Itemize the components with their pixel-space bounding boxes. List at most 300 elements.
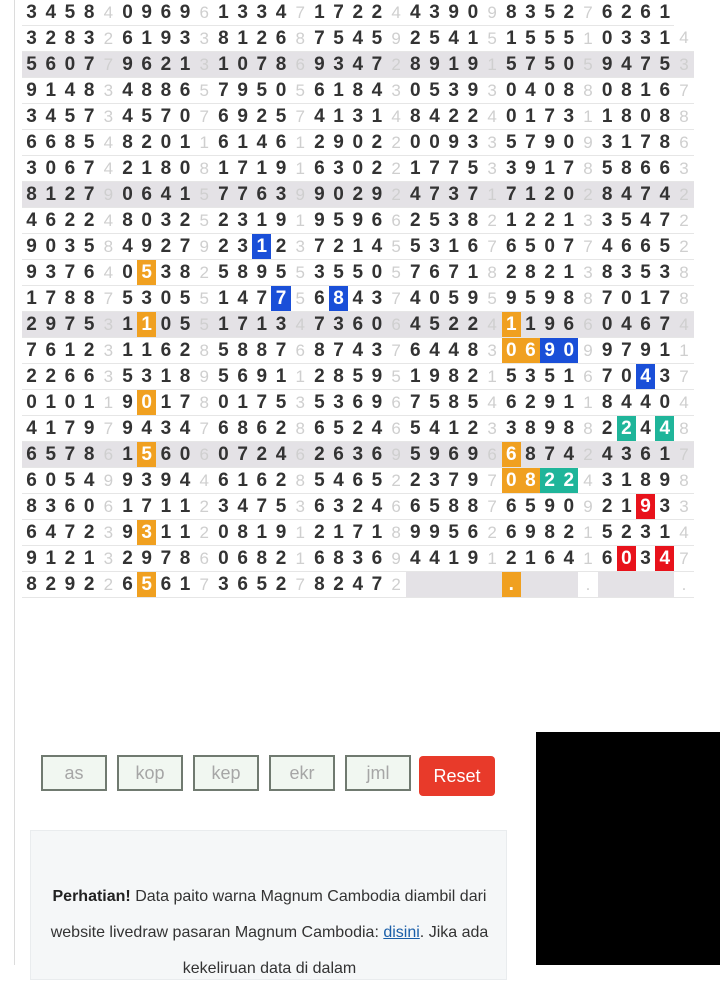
paito-digit: 6 — [156, 338, 175, 364]
paito-digit: 0 — [156, 130, 175, 156]
paito-digit: 5 — [348, 260, 367, 286]
paito-digit: 2 — [617, 0, 636, 26]
paito-digit: 6 — [406, 494, 425, 520]
paito-digit: 9 — [598, 338, 617, 364]
paito-separator: 2 — [99, 26, 118, 52]
paito-digit: 7 — [559, 156, 578, 182]
paito-digit: 2 — [559, 520, 578, 546]
paito-digit: 3 — [425, 234, 444, 260]
paito-digit: 6 — [463, 234, 482, 260]
paito-digit: 6 — [559, 312, 578, 338]
paito-digit: 9 — [118, 52, 137, 78]
paito-digit: 5 — [598, 520, 617, 546]
paito-digit: 8 — [617, 104, 636, 130]
paito-separator: 1 — [483, 182, 502, 208]
paito-separator: 3 — [483, 416, 502, 442]
paito-digit: 5 — [214, 364, 233, 390]
paito-separator: 3 — [483, 130, 502, 156]
paito-digit — [444, 572, 463, 598]
paito-separator: 9 — [387, 26, 406, 52]
filter-ekr-input[interactable]: ekr — [269, 755, 335, 791]
paito-digit: 9 — [463, 442, 482, 468]
paito-digit: . — [502, 572, 521, 598]
paito-digit: 6 — [271, 26, 290, 52]
paito-separator: 2 — [674, 234, 693, 260]
paito-digit: 8 — [540, 520, 559, 546]
paito-separator: 8 — [674, 416, 693, 442]
paito-digit: 8 — [617, 156, 636, 182]
paito-digit: 1 — [233, 130, 252, 156]
paito-digit: 7 — [444, 156, 463, 182]
paito-digit: 1 — [137, 156, 156, 182]
paito-separator: 9 — [387, 546, 406, 572]
paito-separator: 9 — [483, 0, 502, 26]
paito-digit: 9 — [406, 520, 425, 546]
paito-digit: 4 — [233, 494, 252, 520]
paito-digit: 3 — [598, 468, 617, 494]
paito-separator: 8 — [578, 78, 597, 104]
paito-row — [22, 546, 694, 572]
paito-digit: 8 — [233, 520, 252, 546]
paito-digit: 2 — [80, 208, 99, 234]
paito-separator: 3 — [195, 26, 214, 52]
paito-digit: 8 — [233, 260, 252, 286]
paito-digit: 8 — [156, 78, 175, 104]
paito-digit: 0 — [502, 338, 521, 364]
filter-as-input[interactable]: as — [41, 755, 107, 791]
paito-separator: 9 — [578, 338, 597, 364]
paito-separator: 9 — [195, 234, 214, 260]
paito-separator: 8 — [674, 260, 693, 286]
paito-digit: 6 — [60, 364, 79, 390]
paito-digit: 8 — [559, 416, 578, 442]
paito-separator: 2 — [674, 208, 693, 234]
paito-digit — [559, 572, 578, 598]
paito-digit: 9 — [41, 312, 60, 338]
reset-button[interactable]: Reset — [419, 756, 495, 796]
paito-digit: 7 — [233, 312, 252, 338]
paito-digit: 1 — [137, 312, 156, 338]
paito-digit: 1 — [156, 520, 175, 546]
paito-digit: 3 — [310, 260, 329, 286]
paito-digit: 0 — [559, 130, 578, 156]
paito-digit: 0 — [540, 78, 559, 104]
paito-digit: 5 — [329, 260, 348, 286]
paito-separator: 6 — [291, 52, 310, 78]
paito-separator: 8 — [483, 260, 502, 286]
paito-digit: 3 — [502, 156, 521, 182]
paito-digit: 1 — [502, 312, 521, 338]
paito-digit: 6 — [617, 234, 636, 260]
paito-digit: 3 — [233, 234, 252, 260]
paito-digit: 4 — [367, 78, 386, 104]
paito-digit: 1 — [118, 338, 137, 364]
paito-separator: 5 — [195, 312, 214, 338]
paito-digit: 8 — [214, 26, 233, 52]
paito-digit: 6 — [348, 312, 367, 338]
paito-digit: 3 — [156, 416, 175, 442]
paito-digit: 3 — [156, 260, 175, 286]
paito-separator: 7 — [195, 104, 214, 130]
paito-digit: 5 — [502, 52, 521, 78]
paito-separator: 5 — [195, 78, 214, 104]
paito-digit: 6 — [521, 338, 540, 364]
paito-digit: 2 — [367, 156, 386, 182]
paito-digit: 9 — [540, 338, 559, 364]
paito-digit: 5 — [559, 26, 578, 52]
paito-separator: 4 — [291, 312, 310, 338]
paito-digit: 6 — [502, 442, 521, 468]
paito-digit: 4 — [617, 52, 636, 78]
paito-digit: 3 — [271, 182, 290, 208]
paito-separator: 4 — [99, 0, 118, 26]
paito-digit: 9 — [540, 494, 559, 520]
paito-separator: 6 — [578, 312, 597, 338]
paito-separator: 8 — [291, 468, 310, 494]
paito-digit: 8 — [176, 364, 195, 390]
paito-digit: 0 — [214, 520, 233, 546]
paito-digit: 6 — [137, 52, 156, 78]
paito-digit: 7 — [617, 338, 636, 364]
paito-digit: 5 — [80, 312, 99, 338]
paito-separator: 2 — [387, 156, 406, 182]
paito-row — [22, 338, 694, 364]
paito-digit: 4 — [617, 182, 636, 208]
paito-separator: 7 — [674, 364, 693, 390]
paito-digit: 3 — [137, 364, 156, 390]
paito-digit: 4 — [406, 546, 425, 572]
paito-digit: 0 — [214, 390, 233, 416]
paito-digit: 1 — [406, 364, 425, 390]
paito-separator: 2 — [578, 442, 597, 468]
paito-digit: 6 — [367, 208, 386, 234]
paito-separator: 4 — [674, 520, 693, 546]
filter-kop-input[interactable]: kop — [117, 755, 183, 791]
paito-digit: 7 — [329, 0, 348, 26]
paito-digit: 2 — [176, 338, 195, 364]
paito-digit: 7 — [598, 364, 617, 390]
paito-digit: 6 — [214, 130, 233, 156]
paito-digit: 7 — [655, 208, 674, 234]
paito-digit: 1 — [329, 78, 348, 104]
paito-separator: 2 — [674, 182, 693, 208]
paito-separator: 3 — [483, 338, 502, 364]
paito-digit: 4 — [137, 416, 156, 442]
paito-digit: 2 — [310, 520, 329, 546]
paito-digit: 7 — [252, 390, 271, 416]
paito-separator: 7 — [674, 442, 693, 468]
paito-digit: 5 — [425, 208, 444, 234]
paito-digit: 0 — [137, 208, 156, 234]
paito-separator: 2 — [387, 130, 406, 156]
paito-row — [22, 390, 694, 416]
paito-digit: 5 — [329, 416, 348, 442]
paito-digit: 0 — [214, 442, 233, 468]
paito-digit: 0 — [176, 442, 195, 468]
paito-digit: 9 — [463, 468, 482, 494]
paito-digit: 6 — [233, 364, 252, 390]
paito-separator: 9 — [195, 364, 214, 390]
paito-row — [22, 104, 694, 130]
paito-digit: 1 — [406, 156, 425, 182]
paito-digit: 6 — [636, 156, 655, 182]
paito-digit: 4 — [598, 234, 617, 260]
paito-separator: 8 — [674, 286, 693, 312]
paito-digit: 9 — [348, 208, 367, 234]
paito-digit: 2 — [406, 468, 425, 494]
paito-digit: 7 — [80, 156, 99, 182]
source-link[interactable]: disini — [383, 924, 420, 941]
paito-digit: 5 — [367, 26, 386, 52]
paito-row — [22, 26, 694, 52]
paito-digit: 2 — [80, 572, 99, 598]
paito-digit: 5 — [310, 468, 329, 494]
paito-digit: 5 — [540, 52, 559, 78]
paito-separator: 6 — [195, 0, 214, 26]
paito-digit: 1 — [540, 156, 559, 182]
paito-row — [22, 78, 694, 104]
paito-digit: 2 — [60, 546, 79, 572]
paito-digit: 3 — [233, 208, 252, 234]
paito-digit: 3 — [444, 78, 463, 104]
paito-digit: 0 — [176, 156, 195, 182]
paito-digit: 7 — [502, 182, 521, 208]
paito-digit: 6 — [502, 494, 521, 520]
paito-separator: 3 — [674, 156, 693, 182]
paito-digit: 7 — [559, 234, 578, 260]
paito-digit: 3 — [41, 260, 60, 286]
paito-digit: 6 — [463, 520, 482, 546]
paito-digit: 7 — [636, 182, 655, 208]
paito-digit: 6 — [22, 468, 41, 494]
paito-digit: 0 — [80, 494, 99, 520]
paito-digit: 4 — [425, 416, 444, 442]
paito-digit: 4 — [425, 104, 444, 130]
paito-digit: 4 — [271, 0, 290, 26]
paito-digit: 1 — [598, 104, 617, 130]
paito-digit: 7 — [176, 390, 195, 416]
paito-digit: 5 — [176, 286, 195, 312]
paito-digit: 8 — [118, 130, 137, 156]
paito-digit: 7 — [156, 104, 175, 130]
paito-digit: 7 — [655, 286, 674, 312]
paito-digit: 1 — [214, 52, 233, 78]
filter-kep-input[interactable]: kep — [193, 755, 259, 791]
paito-separator: 5 — [291, 260, 310, 286]
paito-digit: 1 — [521, 182, 540, 208]
paito-separator: 1 — [291, 130, 310, 156]
paito-digit: 2 — [540, 260, 559, 286]
paito-separator: 4 — [483, 390, 502, 416]
paito-separator: 8 — [578, 156, 597, 182]
paito-digit: 9 — [137, 0, 156, 26]
paito-digit: 4 — [425, 546, 444, 572]
paito-digit: 5 — [425, 494, 444, 520]
paito-digit: 4 — [406, 286, 425, 312]
paito-digit: 8 — [636, 468, 655, 494]
paito-separator: 4 — [99, 156, 118, 182]
paito-digit: 1 — [655, 442, 674, 468]
paito-digit: 5 — [60, 468, 79, 494]
paito-digit: 0 — [406, 130, 425, 156]
paito-separator: 6 — [99, 442, 118, 468]
paito-digit: 9 — [22, 546, 41, 572]
paito-digit: 4 — [559, 546, 578, 572]
paito-digit: 4 — [348, 286, 367, 312]
paito-digit: 0 — [598, 26, 617, 52]
paito-digit: 2 — [598, 494, 617, 520]
paito-digit: 1 — [118, 312, 137, 338]
paito-digit: 2 — [41, 572, 60, 598]
paito-separator: 5 — [578, 52, 597, 78]
paito-digit: 0 — [367, 312, 386, 338]
paito-digit: 5 — [463, 156, 482, 182]
paito-digit: 7 — [329, 338, 348, 364]
paito-digit: 0 — [118, 0, 137, 26]
paito-digit: 1 — [176, 130, 195, 156]
paito-digit: 3 — [617, 26, 636, 52]
paito-separator: 2 — [387, 182, 406, 208]
paito-digit: 9 — [310, 182, 329, 208]
paito-digit: 1 — [41, 390, 60, 416]
page-left-border — [14, 0, 15, 965]
paito-digit: 0 — [118, 182, 137, 208]
paito-digit: 3 — [137, 468, 156, 494]
paito-digit: 4 — [156, 182, 175, 208]
paito-digit: 5 — [271, 494, 290, 520]
paito-digit: 5 — [271, 104, 290, 130]
paito-digit: 8 — [233, 416, 252, 442]
paito-digit: 3 — [425, 468, 444, 494]
paito-digit: 8 — [463, 208, 482, 234]
paito-digit: 1 — [310, 0, 329, 26]
paito-digit: 5 — [176, 312, 195, 338]
paito-digit: 1 — [214, 156, 233, 182]
paito-digit: 2 — [463, 312, 482, 338]
paito-digit: 2 — [22, 312, 41, 338]
paito-digit: 7 — [521, 52, 540, 78]
paito-separator: 4 — [674, 390, 693, 416]
paito-digit: 2 — [156, 52, 175, 78]
paito-separator: . — [578, 572, 597, 598]
filter-jml-input[interactable]: jml — [345, 755, 411, 791]
paito-digit: 1 — [252, 208, 271, 234]
paito-digit: 4 — [406, 182, 425, 208]
paito-digit: 8 — [598, 182, 617, 208]
paito-digit: 8 — [80, 78, 99, 104]
paito-digit: 8 — [598, 260, 617, 286]
paito-digit: 2 — [60, 208, 79, 234]
paito-digit: 2 — [60, 182, 79, 208]
paito-digit: 5 — [137, 104, 156, 130]
paito-digit: 4 — [22, 208, 41, 234]
paito-digit: 0 — [559, 338, 578, 364]
paito-digit: 4 — [655, 182, 674, 208]
paito-separator: 4 — [483, 104, 502, 130]
paito-digit: 2 — [617, 520, 636, 546]
paito-separator: 2 — [387, 572, 406, 598]
paito-digit: 3 — [655, 494, 674, 520]
paito-separator: 3 — [99, 338, 118, 364]
paito-separator: 1 — [578, 26, 597, 52]
paito-separator: 7 — [99, 286, 118, 312]
paito-digit: 1 — [252, 156, 271, 182]
paito-digit: 4 — [271, 442, 290, 468]
paito-digit: 1 — [156, 390, 175, 416]
paito-digit: 4 — [636, 416, 655, 442]
paito-digit: 1 — [444, 52, 463, 78]
paito-digit: 2 — [406, 208, 425, 234]
paito-digit: 2 — [463, 416, 482, 442]
paito-row — [22, 286, 694, 312]
paito-separator: 7 — [99, 52, 118, 78]
paito-digit: 3 — [636, 520, 655, 546]
paito-digit: 8 — [233, 338, 252, 364]
paito-digit: 3 — [214, 494, 233, 520]
paito-digit: 2 — [41, 26, 60, 52]
paito-digit: 4 — [425, 338, 444, 364]
paito-digit: 7 — [233, 156, 252, 182]
paito-separator: 6 — [387, 312, 406, 338]
paito-digit: 5 — [214, 260, 233, 286]
paito-digit: 7 — [60, 442, 79, 468]
paito-digit: 0 — [329, 182, 348, 208]
paito-digit: 2 — [214, 234, 233, 260]
paito-digit: 6 — [310, 78, 329, 104]
paito-digit: 7 — [310, 234, 329, 260]
paito-digit: 4 — [617, 312, 636, 338]
paito-digit: 9 — [22, 260, 41, 286]
paito-digit: 3 — [425, 0, 444, 26]
paito-digit: 5 — [214, 338, 233, 364]
paito-digit: 1 — [521, 546, 540, 572]
paito-digit: 5 — [502, 364, 521, 390]
paito-digit: 7 — [137, 494, 156, 520]
paito-digit: 9 — [425, 520, 444, 546]
paito-digit: 5 — [655, 52, 674, 78]
paito-separator: 3 — [291, 494, 310, 520]
paito-digit: 2 — [348, 416, 367, 442]
paito-separator: 5 — [483, 26, 502, 52]
paito-digit: 1 — [22, 286, 41, 312]
paito-digit: 6 — [118, 26, 137, 52]
paito-digit: 3 — [329, 494, 348, 520]
paito-row — [22, 234, 694, 260]
paito-digit: 3 — [271, 312, 290, 338]
paito-digit: 0 — [617, 364, 636, 390]
paito-digit: 1 — [655, 0, 674, 26]
paito-digit: 8 — [22, 182, 41, 208]
paito-digit: 7 — [655, 312, 674, 338]
paito-digit: 2 — [252, 104, 271, 130]
paito-digit: 3 — [348, 104, 367, 130]
paito-digit: 4 — [348, 572, 367, 598]
paito-separator: 4 — [99, 130, 118, 156]
paito-separator: 1 — [195, 130, 214, 156]
paito-digit: 8 — [22, 494, 41, 520]
paito-digit: 9 — [636, 494, 655, 520]
paito-digit: 2 — [80, 520, 99, 546]
paito-separator: 3 — [195, 52, 214, 78]
paito-digit: 1 — [559, 208, 578, 234]
notice-text — [31, 879, 508, 987]
paito-digit: 9 — [329, 130, 348, 156]
paito-separator: 1 — [578, 104, 597, 130]
paito-digit: 3 — [22, 104, 41, 130]
paito-digit: 5 — [271, 390, 290, 416]
paito-digit: 9 — [425, 364, 444, 390]
paito-digit: 2 — [271, 416, 290, 442]
